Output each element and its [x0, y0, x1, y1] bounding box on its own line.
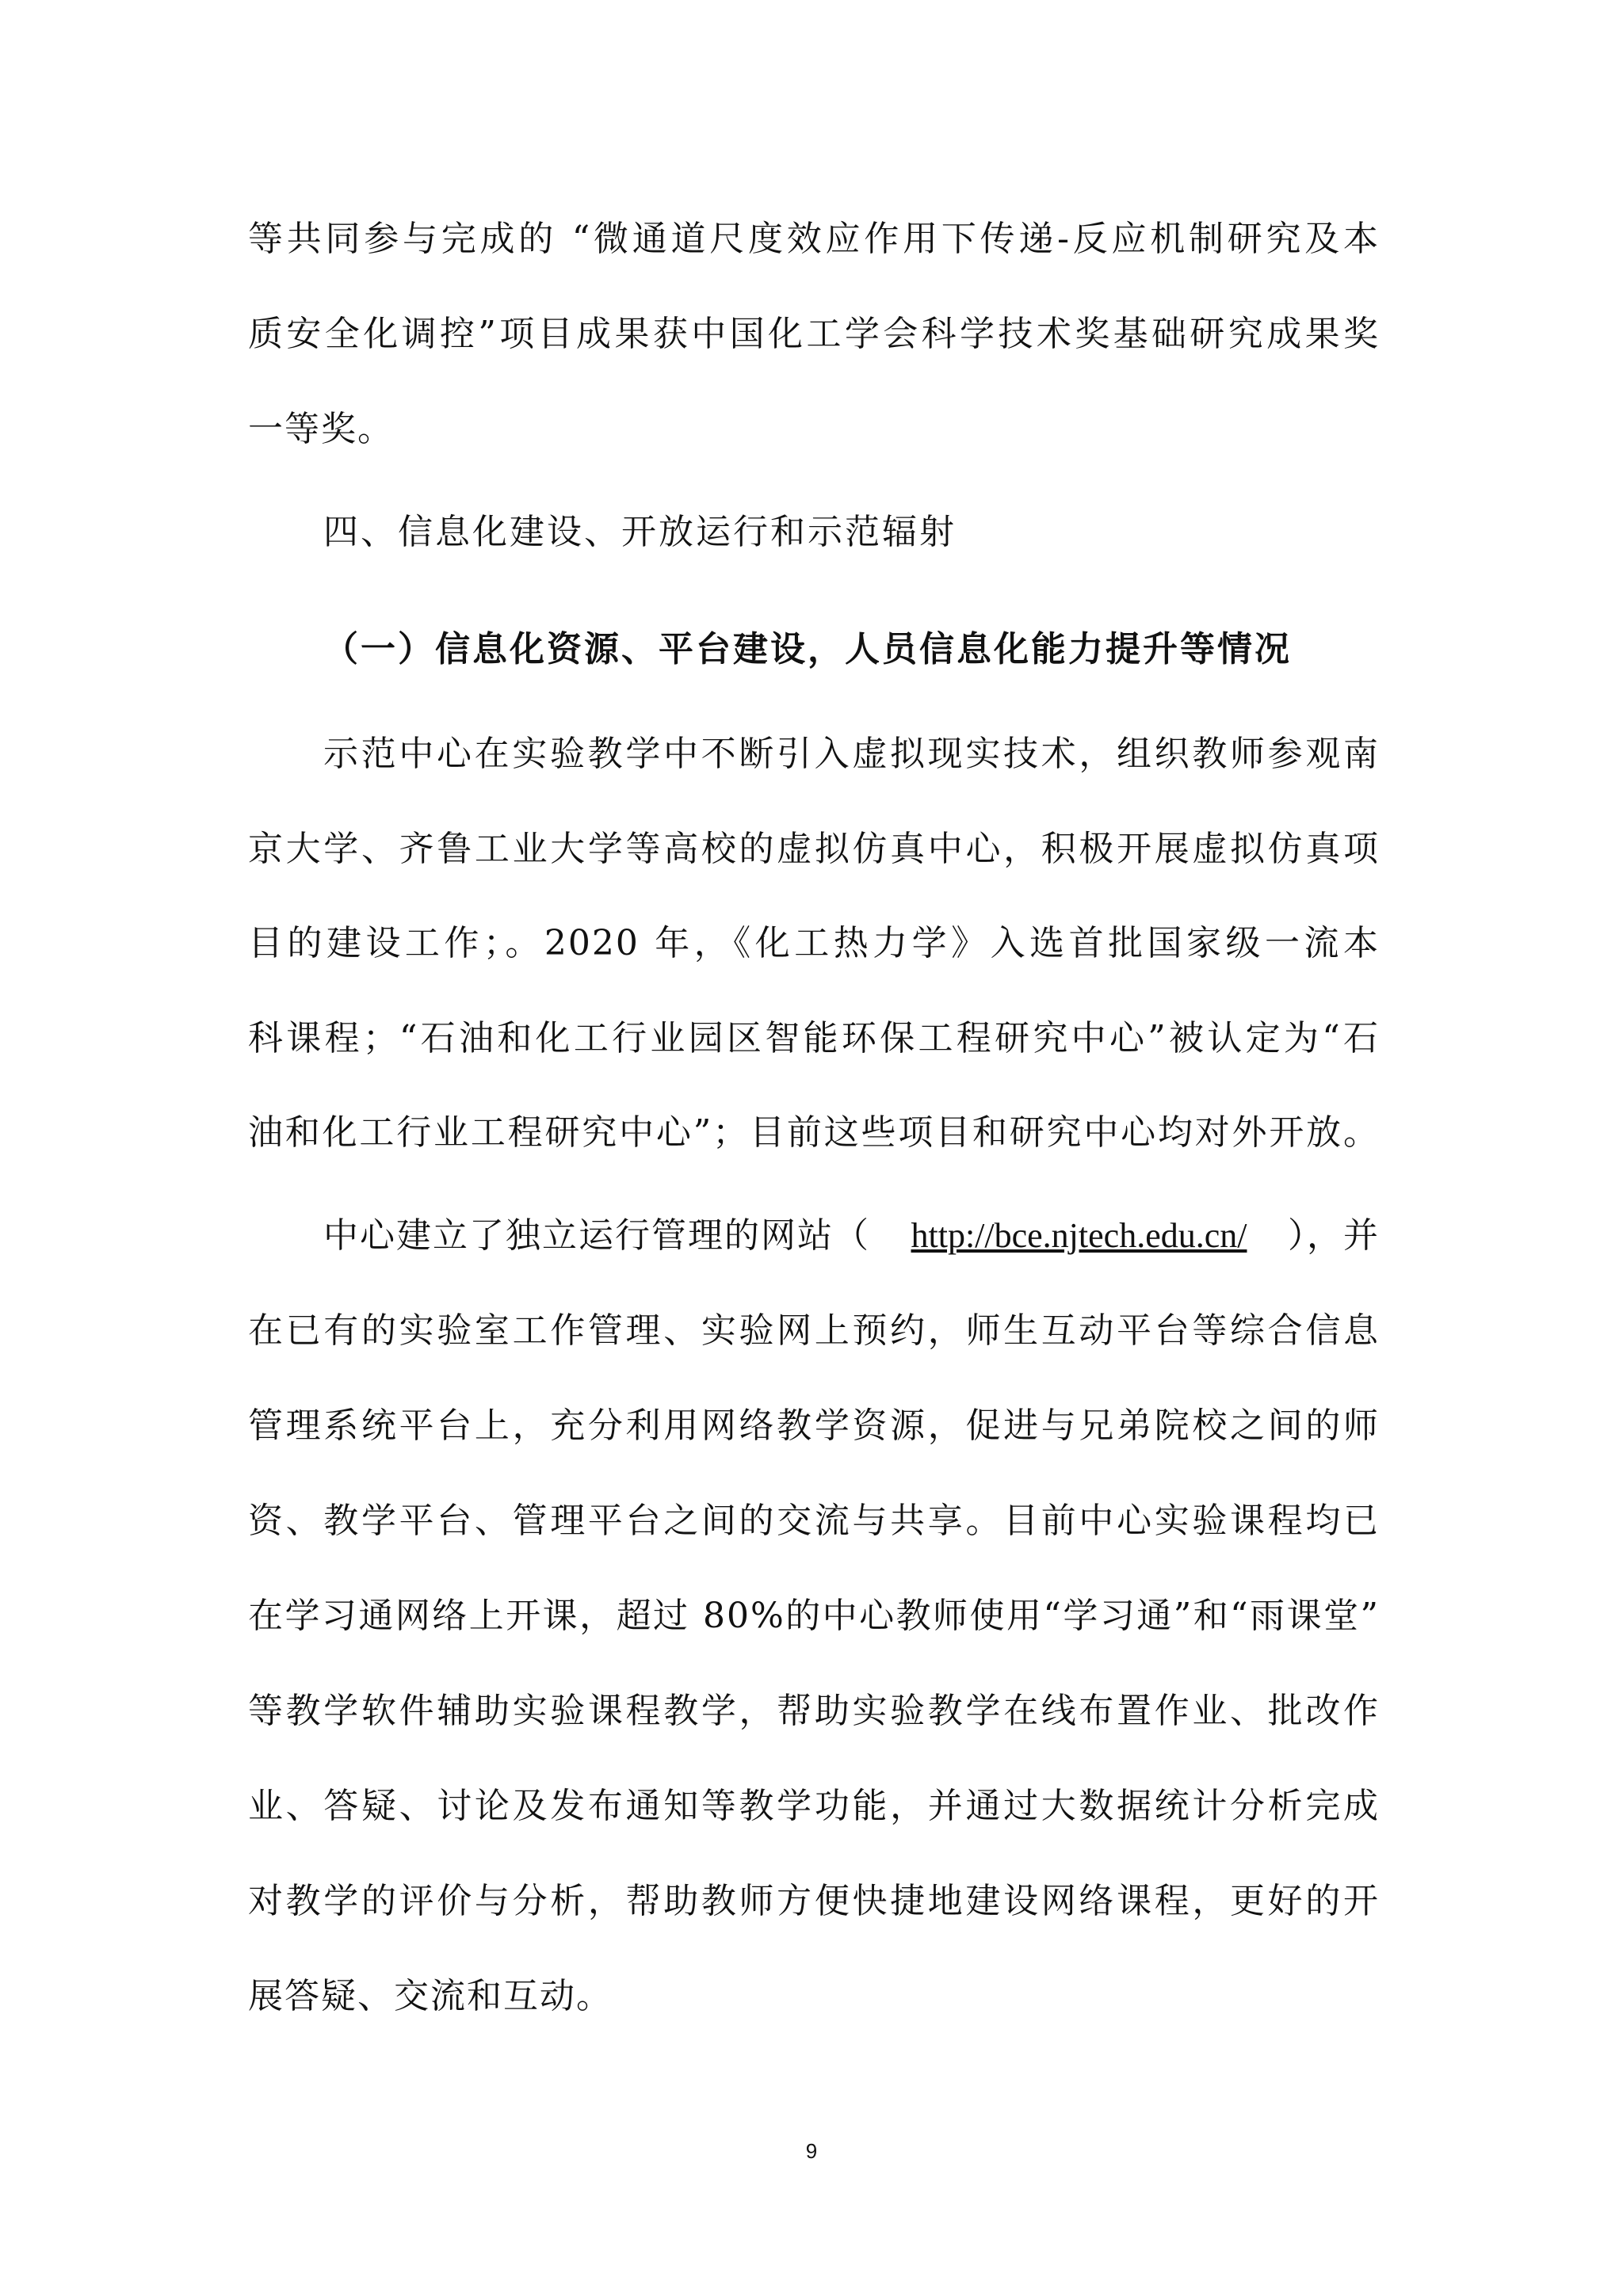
continuation-line-3: 一等奖。 [248, 409, 394, 449]
paragraph2-line-7: 业、答疑、讨论及发布通知等教学功能，并通过大数据统计分析完成 [248, 1786, 1380, 1826]
website-link[interactable]: http://bce.njtech.edu.cn/ [911, 1216, 1247, 1255]
page-number: 9 [805, 2139, 818, 2163]
paragraph1-line-4: 科课程；“石油和化工行业园区智能环保工程研究中心”被认定为“石 [248, 1018, 1380, 1058]
paragraph2-line-8: 对教学的评价与分析，帮助教师方便快捷地建设网络课程，更好的开 [248, 1881, 1380, 1921]
continuation-line-1: 等共同参与完成的 “微通道尺度效应作用下传递-反应机制研究及本 [248, 219, 1380, 259]
continuation-line-2: 质安全化调控”项目成果获中国化工学会科学技术奖基础研究成果奖 [248, 314, 1380, 354]
paragraph1-line-3: 目的建设工作；。2020 年，《化工热力学》入选首批国家级一流本 [248, 923, 1380, 963]
paragraph2-line-6: 等教学软件辅助实验课程教学，帮助实验教学在线布置作业、批改作 [248, 1691, 1380, 1731]
section-heading: 四、信息化建设、开放运行和示范辐射 [323, 512, 957, 552]
paragraph2-text-after-link: ），并 [1287, 1215, 1380, 1256]
paragraph2-line-5: 在学习通网络上开课，超过 80%的中心教师使用“学习通”和“雨课堂” [248, 1596, 1380, 1636]
paragraph1-line-2: 京大学、齐鲁工业大学等高校的虚拟仿真中心，积极开展虚拟仿真项 [248, 829, 1380, 869]
subsection-heading: （一）信息化资源、平台建设，人员信息化能力提升等情况 [323, 629, 1292, 669]
paragraph2-text-before-link: 中心建立了独立运行管理的网站（ [323, 1215, 870, 1256]
paragraph2-line-2: 在已有的实验室工作管理、实验网上预约，师生互动平台等综合信息 [248, 1310, 1380, 1351]
paragraph2-line-4: 资、教学平台、管理平台之间的交流与共享。目前中心实验课程均已 [248, 1501, 1380, 1541]
paragraph1-line-5: 油和化工行业工程研究中心”；目前这些项目和研究中心均对外开放。 [248, 1112, 1380, 1153]
paragraph2-line-9: 展答疑、交流和互动。 [248, 1976, 613, 2016]
paragraph2-line-3: 管理系统平台上，充分利用网络教学资源，促进与兄弟院校之间的师 [248, 1405, 1380, 1446]
paragraph1-line-1: 示范中心在实验教学中不断引入虚拟现实技术，组织教师参观南 [323, 734, 1380, 774]
paragraph2-line-1 [323, 1212, 1380, 1260]
